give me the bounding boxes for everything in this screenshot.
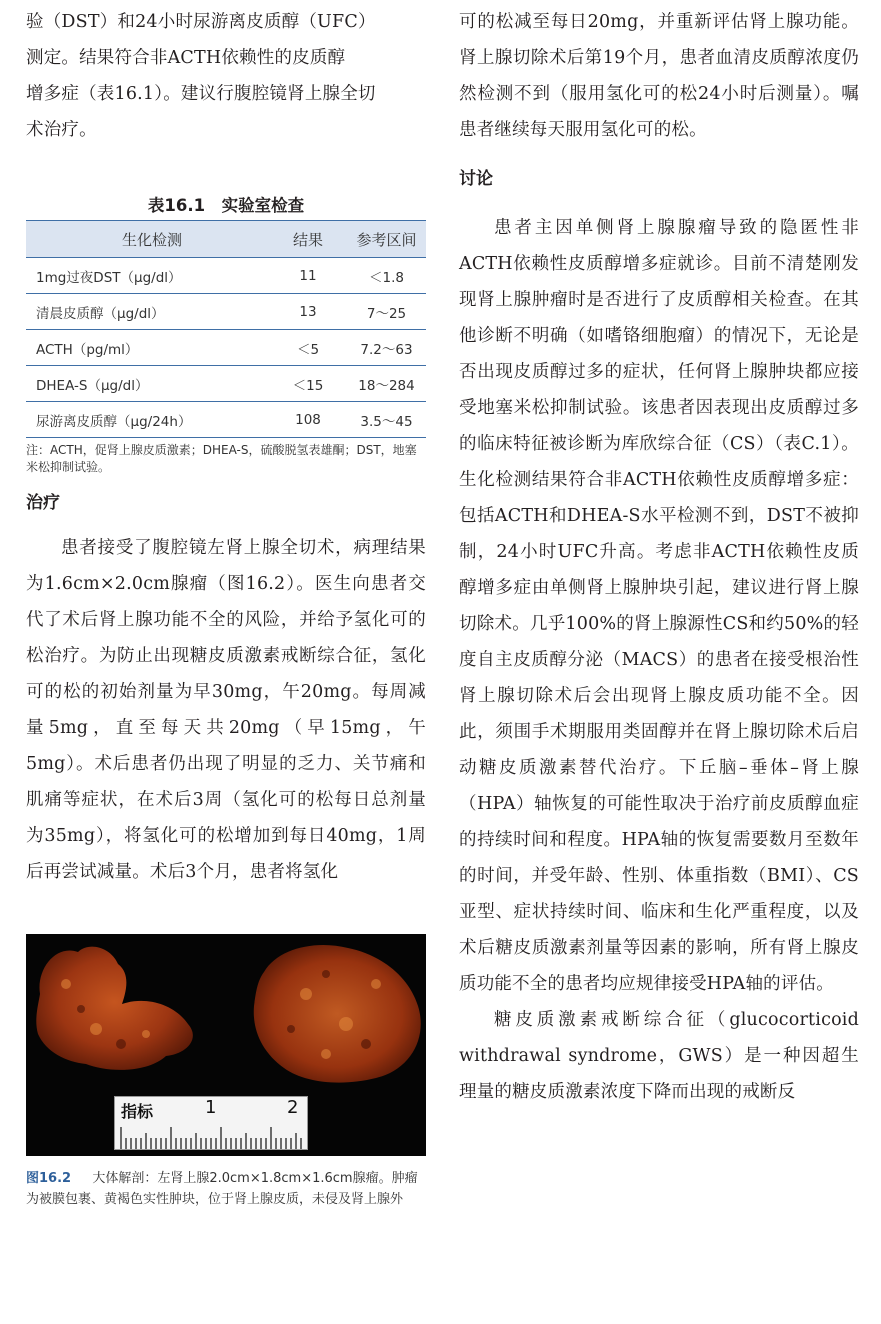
adrenal-specimen-left [36,947,193,1070]
cell-result: ＜15 [269,366,347,402]
discussion-paragraph-1: 患者主因单侧肾上腺腺瘤导致的隐匿性非ACTH依赖性皮质醇增多症就诊。目前不清楚刚发现肾上腺肿瘤时是否进行了皮质醇相关检查。在其他诊断不明确（如嗜铬细胞瘤）的情况下，无论是否出现皮质醇过多的症状，任何肾上腺肿块都应接受地塞米松抑制试验。该患者因表现出皮质醇过多的临床特征被诊断为库欣综合征（CS）（表C.1）。生化检测结果符合非ACTH依赖性皮质醇增多症：包括ACTH和DHEA-S水平检测不到，DST不被抑制，24小时UFC升高。考虑非ACTH依赖性皮质醇增多症由单侧肾上腺肿块引起，建议进行肾上腺切除术。几乎100%的肾上腺源性CS和约50%的轻度自主皮质醇分泌（MACS）的患者在接受根治性肾上腺切除术后会出现肾上腺皮质功能不全。因此，须围手术期服用类固醇并在肾上腺切除术后启动糖皮质激素替代治疗。下丘脑–垂体–肾上腺（HPA）轴恢复的可能性取决于治疗前皮质醇血症的持续时间和程度。HPA轴的恢复需要数月至数年的时间，并受年龄、性别、体重指数（BMI）、CS亚型、症状持续时间、临床和生化严重程度，以及术后糖皮质激素剂量等因素的影响，所有肾上腺皮质功能不全的患者均应规律接受HPA轴的评估。 [459,218,859,994]
scale-ruler [114,1096,308,1150]
right-column [459,4,859,1110]
section-heading-discussion: 讨论 [459,169,493,189]
figure-caption-text: 大体解剖：左肾上腺2.0cm×1.8cm×1.6cm腺瘤。肿瘤为被膜包裹、黄褐色实性肿块，位于肾上腺皮质，未侵及肾上腺外 [26,1171,418,1207]
header-reference: 参考区间 [347,221,426,258]
table-row [26,258,426,294]
table-row [26,294,426,330]
section-heading-treatment: 治疗 [26,493,60,513]
ruler-ticks [115,1097,307,1149]
intro-paragraph [26,4,426,148]
cell-result: ＜5 [269,330,347,366]
table-note: 注：ACTH，促肾上腺皮质激素；DHEA-S，硫酸脱氢表雄酮；DST，地塞米松抑制试验。 [26,443,417,474]
ruler-label: 指标 [121,1102,154,1121]
cell-reference: 3.5～45 [347,402,426,438]
discussion-paragraph-2: 糖皮质激素戒断综合征（glucocorticoid withdrawal syndrome，GWS）是一种因超生理量的糖皮质激素浓度下降而出现的戒断反 [459,1010,859,1102]
intro-line: 术治疗。 [26,120,97,140]
cell-test: 1mg过夜DST（μg/dl） [26,258,269,294]
table-row [26,366,426,402]
left-column [26,4,426,1210]
cell-reference: 18～284 [347,366,426,402]
table-row [26,330,426,366]
ruler-mark-2: 2 [287,1097,299,1118]
cell-result: 11 [269,258,347,294]
figure-caption [26,1168,426,1210]
intro-line: 测定。结果符合非ACTH依赖性的皮质醇 [26,48,346,68]
header-result: 结果 [269,221,347,258]
table-row [26,402,426,438]
cell-result: 108 [269,402,347,438]
specimen-photo [26,934,426,1156]
ruler-mark-1: 1 [205,1097,217,1118]
intro-line: 验（DST）和24小时尿游离皮质醇（UFC） [26,12,376,32]
figure-caption-label: 图16.2 [26,1171,72,1186]
cell-reference: ＜1.8 [347,258,426,294]
cell-test: ACTH（pg/ml） [26,330,269,366]
cell-result: 13 [269,294,347,330]
intro-line: 增多症（表16.1）。建议行腹腔镜肾上腺全切 [26,84,376,104]
lab-results-table [26,220,426,438]
adrenal-specimen-right [254,945,421,1083]
cell-test: 清晨皮质醇（μg/dl） [26,294,269,330]
cell-test: 尿游离皮质醇（μg/24h） [26,402,269,438]
table-caption: 表16.1 实验室检查 [147,196,305,215]
continuation-paragraph: 可的松减至每日20mg，并重新评估肾上腺功能。肾上腺切除术后第19个月，患者血清皮质醇浓度仍然检测不到（服用氢化可的松24小时后测量）。嘱患者继续每天服用氢化可的松。 [459,12,859,140]
table-header-row [26,221,426,258]
cell-reference: 7～25 [347,294,426,330]
cell-reference: 7.2～63 [347,330,426,366]
cell-test: DHEA-S（μg/dl） [26,366,269,402]
header-test: 生化检测 [26,221,269,258]
treatment-paragraph: 患者接受了腹腔镜左肾上腺全切术，病理结果为1.6cm×2.0cm腺瘤（图16.2）。医生向患者交代了术后肾上腺功能不全的风险，并给予氢化可的松治疗。为防止出现糖皮质激素戒断综合征，氢化可的松的初始剂量为早30mg，午20mg。每周减量5mg，直至每天共20mg（早15mg，午5mg）。术后患者仍出现了明显的乏力、关节痛和肌痛等症状，在术后3周（氢化可的松每日总剂量为35mg），将氢化可的松增加到每日40mg，1周后再尝试减量。术后3个月，患者将氢化 [26,538,426,882]
